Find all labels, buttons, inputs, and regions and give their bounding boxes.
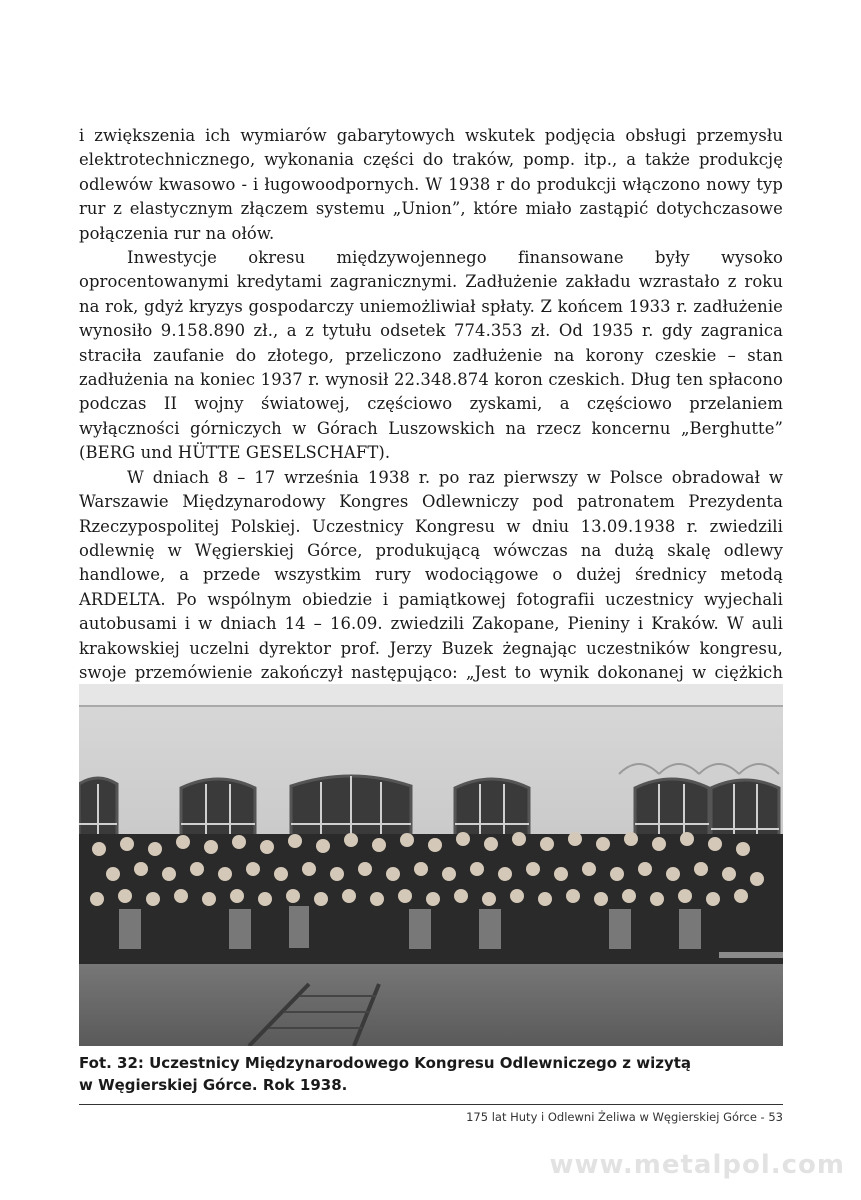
watermark: www.metalpol.com [549,1150,845,1180]
footer-rule [79,1104,783,1105]
page-footer: 175 lat Huty i Odlewni Żeliwa w Węgierskiej Górce - 53 [466,1110,783,1124]
photo-caption [79,1052,783,1096]
caption-line-1: Fot. 32: Uczestnicy Międzynarodowego Kongresu Odlewniczego z wizytą [79,1054,692,1072]
paragraph-1: i zwiększenia ich wymiarów gabarytowych wskutek podjęcia obsługi przemysłu elektrotechnicznego, wykonania części do traków, pomp. itp., a także produkcję odlewów kwasowo - i ługowoodpornych. W 1938 r do produkcji włączono nowy typ rur z elastycznym złączem systemu „Union”, które miało zastąpić dotychczasowe połączenia rur na ołów. [79,126,783,243]
body-text [79,124,783,734]
caption-line-2: w Węgierskiej Górce. Rok 1938. [79,1076,348,1094]
group-photo [79,684,783,1046]
paragraph-2: Inwestycje okresu międzywojennego finansowane były wysoko oprocentowanymi kredytami zagranicznymi. Zadłużenie zakładu wzrastało z roku na rok, gdyż kryzys gospodarczy uniemożliwiał spłaty. Z końcem 1933 r. zadłużenie wynosiło 9.158.890 zł., a z tytułu odsetek 774.353 zł. Od 1935 r. gdy zagranica straciła zaufanie do złotego, przeliczono zadłużenie na korony czeskie – stan zadłużenia na koniec 1937 r. wynosił 22.348.874 koron czeskich. Dług ten spłacono podczas II wojny światowej, częściowo zyskami, a częściowo przelaniem wyłączności górniczych w Górach Luszowskich na rzecz koncernu „Berghutte” (BERG und HÜTTE GESELSCHAFT). [79,248,783,463]
paragraph-3: W dniach 8 – 17 września 1938 r. po raz pierwszy w Polsce obradował w Warszawie Międzynarodowy Kongres Odlewniczy pod patronatem Prezydenta Rzeczypospolitej Polskiej. Uczestnicy Kongresu w dniu 13.09.1938 r. zwiedzili odlewnię w Węgierskiej Górce, produkującą wówczas na dużą skalę odlewy handlowe, a przede wszystkim rury wodociągowe o dużej średnicy metodą ARDELTA. Po wspólnym obiedzie i pamiątkowej fotografii uczestnicy wyjechali autobusami i w dniach 14 – 16.09. zwiedzili Zakopane, Pieniny i Kraków. W auli krakowskiej uczelni dyrektor prof. Jerzy Buzek żegnając uczestników kongresu, swoje przemówienie zakończył następująco: „Jest to wynik dokonanej w ciężkich [79,467,783,682]
